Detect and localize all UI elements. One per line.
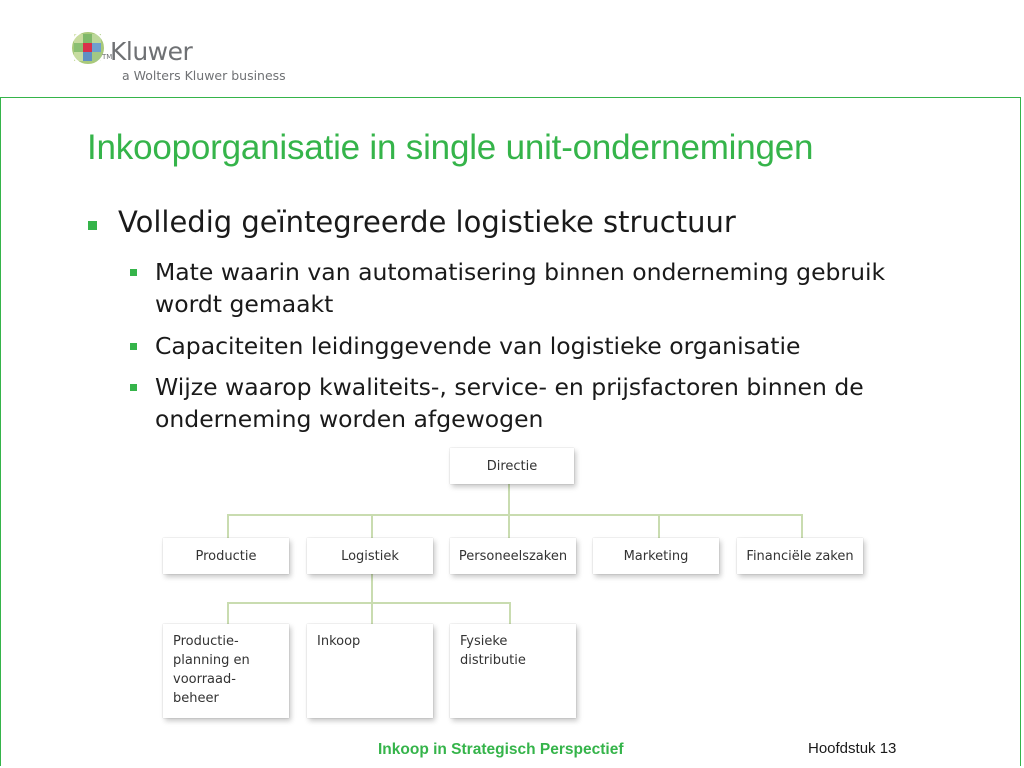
slide-title: Inkooporganisatie in single unit-ondernemingen [87, 128, 814, 167]
org-box-financiele-zaken: Financiële zaken [737, 538, 863, 574]
logo-trademark: TM [102, 53, 113, 61]
kluwer-logo [70, 30, 310, 86]
org-box-directie: Directie [450, 448, 574, 484]
connector-planning [227, 602, 229, 624]
connector-departments-bus [227, 514, 803, 516]
logo-name: Kluwer [110, 37, 193, 66]
connector-marketing [658, 514, 660, 538]
connector-productie [227, 514, 229, 538]
org-chart [150, 440, 880, 730]
kluwer-logo-icon [70, 30, 106, 66]
footer-title: Inkoop in Strategisch Perspectief [378, 741, 624, 758]
org-box-productieplanning: Productie- planning en voorraad- beheer [163, 624, 289, 718]
main-bullet-text: Volledig geïntegreerde logistieke structuur [118, 205, 736, 239]
bullet-square-icon [130, 343, 137, 350]
connector-financiele-zaken [801, 514, 803, 538]
sub-bullet-text: Wijze waarop kwaliteits-, service- en prijsfactoren binnen de onderneming worden afgewogen [155, 373, 864, 433]
bullet-square-icon [88, 221, 97, 230]
connector-root-down [508, 484, 510, 516]
org-box-fysieke-distributie: Fysieke distributie [450, 624, 576, 718]
org-box-marketing: Marketing [593, 538, 719, 574]
bullet-square-icon [130, 384, 137, 391]
connector-logistiek-down [371, 574, 373, 604]
org-box-inkoop: Inkoop [307, 624, 433, 718]
footer-chapter: Hoofdstuk 13 [808, 740, 897, 757]
org-box-productie: Productie [163, 538, 289, 574]
connector-distributie [509, 602, 511, 624]
sub-bullet-text: Mate waarin van automatisering binnen onderneming gebruik wordt gemaakt [155, 258, 886, 318]
connector-logistiek [371, 514, 373, 538]
org-box-logistiek: Logistiek [307, 538, 433, 574]
org-box-personeelszaken: Personeelszaken [450, 538, 576, 574]
connector-inkoop [371, 602, 373, 624]
connector-personeelszaken [508, 514, 510, 538]
bullet-square-icon [130, 269, 137, 276]
connector-sub-bus [227, 602, 511, 604]
sub-bullet-text: Capaciteiten leidinggevende van logistieke organisatie [155, 332, 801, 360]
logo-tagline: a Wolters Kluwer business [122, 68, 286, 83]
